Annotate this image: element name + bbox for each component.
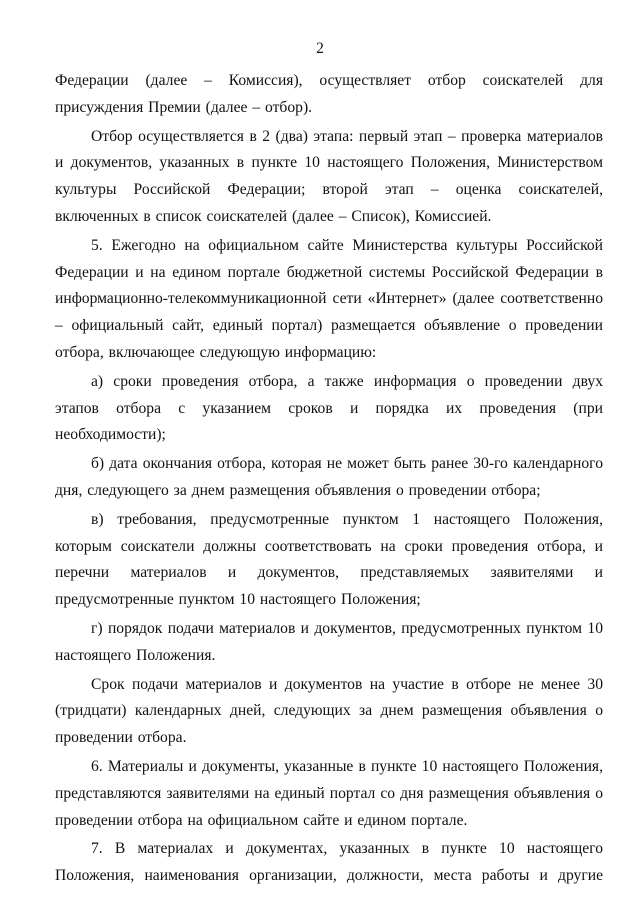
paragraph-submission-period: Срок подачи материалов и документов на участие в отборе не менее 30 (тридцати) календарных дней, следующих за днем размещения объявления о проведении отбора. bbox=[55, 675, 603, 747]
page-number: 2 bbox=[316, 40, 324, 57]
paragraph-item-5: 5. Ежегодно на официальном сайте Министерства культуры Российской Федерации и на едином портале бюджетной системы Российской Федерации в информационно-телекоммуникационной сети «Интернет» (далее соответственно – официальный сайт, единый портал) размещается объявление о проведении отбора, включающее следующую информацию: bbox=[55, 236, 603, 361]
document-body bbox=[55, 68, 603, 892]
paragraph-commission-continuation: Федерации (далее – Комиссия), осуществляет отбор соискателей для присуждения Премии (далее – отбор). bbox=[55, 72, 603, 116]
paragraph-subitem-b: б) дата окончания отбора, которая не может быть ранее 30-го календарного дня, следующего за днем размещения объявления о проведении отбора; bbox=[55, 455, 603, 499]
paragraph-subitem-v: в) требования, предусмотренные пунктом 1 настоящего Положения, которым соискатели должны соответствовать на сроки проведения отбора, и перечни материалов и документов, представляемых заявителями и предусмотренные пунктом 10 настоящего Положения; bbox=[55, 510, 603, 609]
paragraph-subitem-g: г) порядок подачи материалов и документов, предусмотренных пунктом 10 настоящего Положения. bbox=[55, 619, 603, 664]
paragraph-subitem-a: а) сроки проведения отбора, а также информация о проведении двух этапов отбора с указанием сроков и порядка их проведения (при необходимости); bbox=[55, 372, 603, 444]
paragraph-item-7: 7. В материалах и документах, указанных в пункте 10 настоящего Положения, наименования организации, должности, места работы и другие bbox=[55, 840, 603, 885]
paragraph-selection-stages: Отбор осуществляется в 2 (два) этапа: первый этап – проверка материалов и документов, указанных в пункте 10 настоящего Положения, Министерством культуры Российской Федерации; второй этап – оценка соискателей, включенных в список соискателей (далее – Список), Комиссией. bbox=[55, 127, 603, 225]
paragraph-item-6: 6. Материалы и документы, указанные в пункте 10 настоящего Положения, представляются заявителями на единый портал со дня размещения объявления о проведении отбора на официальном сайте и едином портале. bbox=[55, 757, 603, 829]
